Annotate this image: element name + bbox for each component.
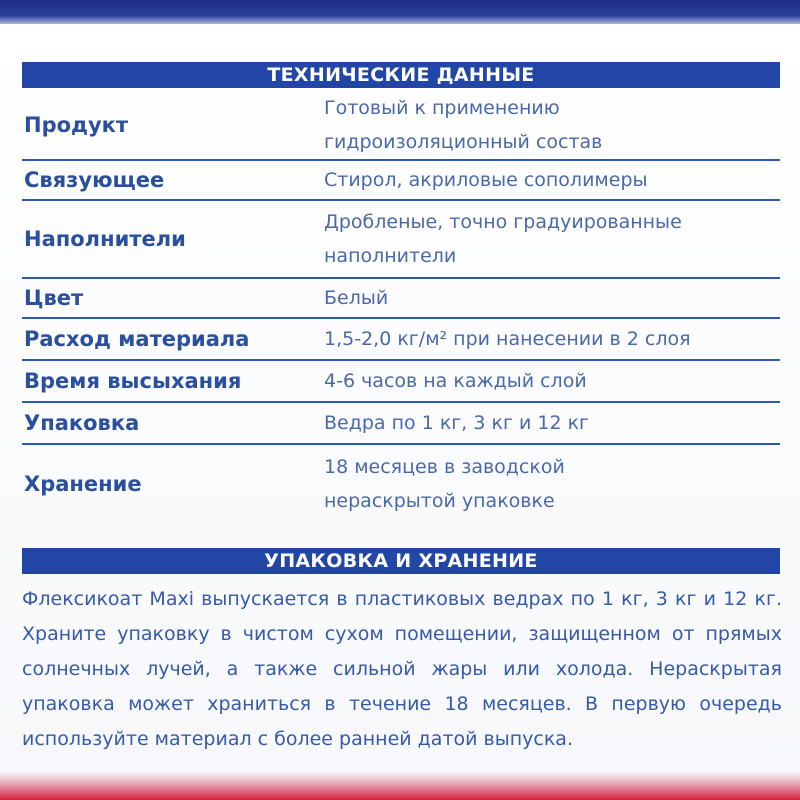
value-line: 4-6 часов на каждый слой xyxy=(324,370,587,392)
table-row xyxy=(22,360,780,402)
table-row xyxy=(22,200,780,278)
table-row xyxy=(22,91,780,160)
row-value xyxy=(324,318,780,360)
specs-table xyxy=(22,91,780,522)
value-line: Готовый к применению xyxy=(324,97,560,119)
value-line: нераскрытой упаковке xyxy=(324,489,555,512)
row-key: Продукт xyxy=(22,91,324,160)
row-value xyxy=(324,278,780,318)
bottom-color-band xyxy=(0,772,800,800)
value-line: наполнители xyxy=(324,245,457,267)
row-value xyxy=(324,200,780,278)
table-row xyxy=(22,160,780,200)
row-value xyxy=(324,360,780,402)
row-key: Связующее xyxy=(22,160,324,200)
value-line: Стирол, акриловые сополимеры xyxy=(324,169,648,191)
value-line: 18 месяцев в заводской xyxy=(324,455,565,478)
row-value xyxy=(324,402,780,444)
technical-data-header: ТЕХНИЧЕСКИЕ ДАННЫЕ xyxy=(22,62,780,88)
row-key: Наполнители xyxy=(22,200,324,278)
value-line: 1,5-2,0 кг/м² при нанесении в 2 слоя xyxy=(324,328,691,350)
value-line: Ведра по 1 кг, 3 кг и 12 кг xyxy=(324,412,590,434)
storage-paragraph: Флексикоат Maxi выпускается в пластиковых ведрах по 1 кг, 3 кг и 12 кг. Храните упаковку в чистом сухом помещении, защищенном от прямых солнечных лучей, а также сильной жары или холода. Нераскрытая упаковка может храниться в течение 18 месяцев. В первую очередь используйте материал с более ранней датой выпуска. xyxy=(22,588,782,750)
table-row xyxy=(22,278,780,318)
row-key: Цвет xyxy=(22,278,324,318)
row-value xyxy=(324,91,780,160)
table-row xyxy=(22,318,780,360)
row-value xyxy=(324,160,780,200)
value-line: Дробленые, точно градуированные xyxy=(324,211,682,233)
row-key: Упаковка xyxy=(22,402,324,444)
value-line: Белый xyxy=(324,287,389,309)
value-line: гидроизоляционный состав xyxy=(324,131,603,153)
table-row xyxy=(22,402,780,444)
packaging-storage-header: УПАКОВКА И ХРАНЕНИЕ xyxy=(22,548,780,574)
top-color-band xyxy=(0,0,800,26)
table-row xyxy=(22,444,780,522)
row-value xyxy=(324,444,780,522)
row-key: Хранение xyxy=(24,471,142,496)
row-key: Расход материала xyxy=(22,318,324,360)
row-key: Время высыхания xyxy=(22,360,324,402)
